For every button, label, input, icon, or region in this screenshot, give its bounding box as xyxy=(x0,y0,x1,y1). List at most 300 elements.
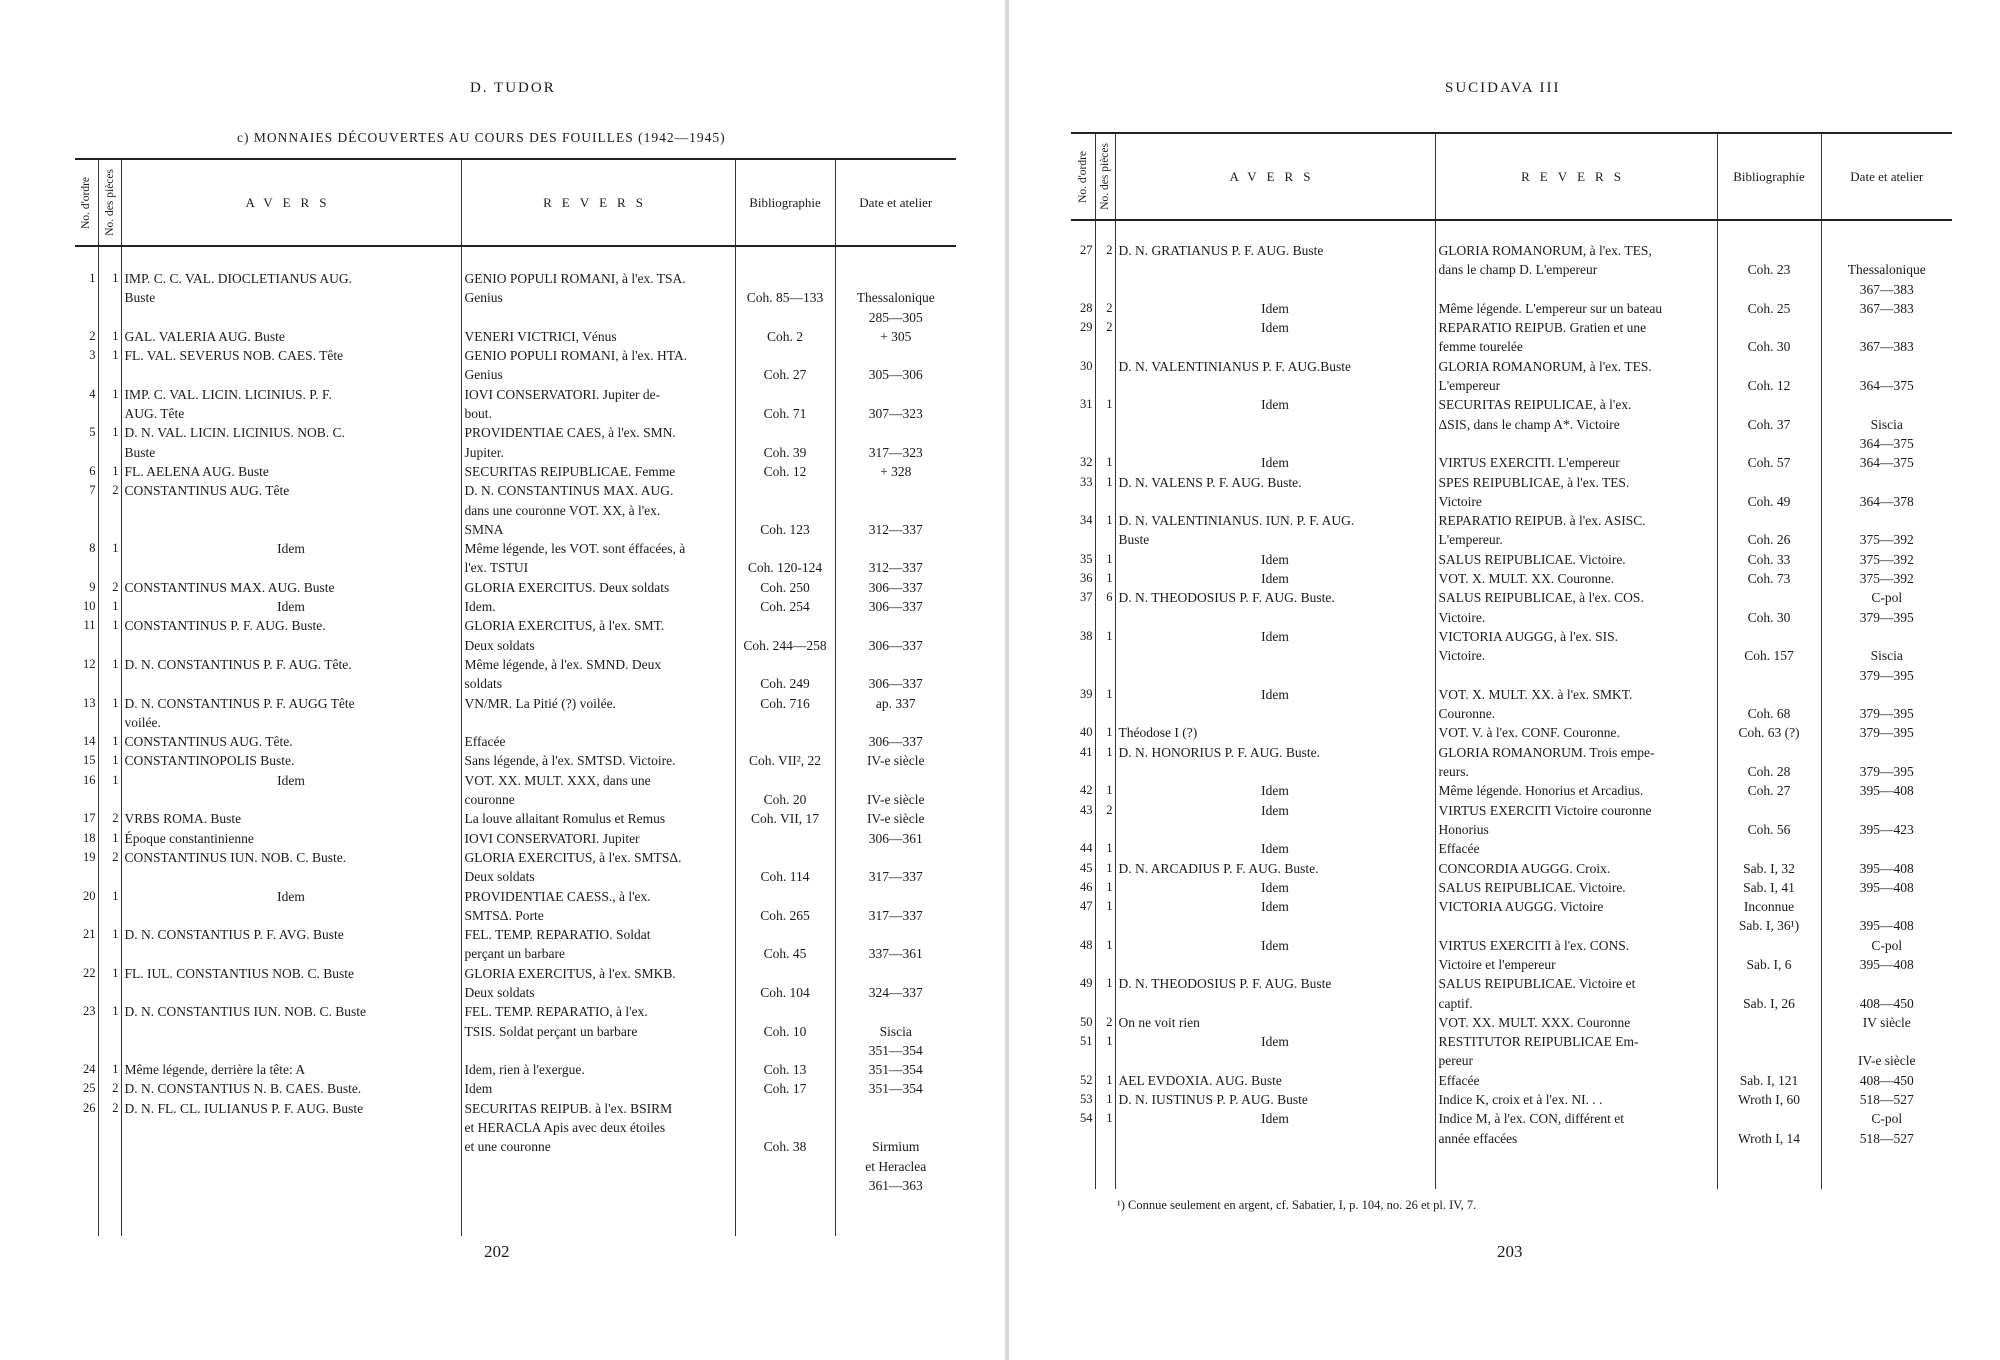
cell-no-pieces: 1 xyxy=(98,751,121,770)
cell-no-pieces xyxy=(98,1176,121,1236)
table-row xyxy=(1071,395,1952,414)
cell-avers xyxy=(1115,376,1435,395)
cell-no-pieces: 2 xyxy=(1095,318,1115,337)
cell-no-pieces: 2 xyxy=(98,1099,121,1118)
cell-no-pieces xyxy=(1095,337,1115,356)
cell-revers: VOT. XX. MULT. XXX, dans une xyxy=(461,771,735,790)
cell-no-ordre: 11 xyxy=(83,618,96,633)
cell-date-atelier xyxy=(1821,357,1952,376)
cell-avers xyxy=(121,1118,461,1137)
table-row xyxy=(75,732,956,751)
cell-revers: VIRTUS EXERCITI Victoire couronne xyxy=(1435,801,1717,820)
cell-revers: Jupiter. xyxy=(461,443,735,462)
table-row xyxy=(75,906,956,925)
cell-no-ordre xyxy=(75,713,98,732)
cell-no-ordre xyxy=(1071,955,1095,974)
cell-no-pieces xyxy=(1095,762,1115,781)
cell-date-atelier: et Heraclea xyxy=(835,1157,956,1176)
cell-date-atelier xyxy=(1821,473,1952,492)
cell-revers: GLORIA EXERCITUS. Deux soldats xyxy=(461,578,735,597)
cell-no-ordre xyxy=(75,404,98,423)
cell-revers: L'empereur xyxy=(1435,376,1717,395)
cell-no-pieces: 1 xyxy=(1095,743,1115,762)
cell-avers xyxy=(121,501,461,520)
cell-date-atelier xyxy=(1821,1032,1952,1051)
table-row xyxy=(1071,801,1952,820)
cell-no-pieces xyxy=(98,1041,121,1060)
cell-avers xyxy=(121,636,461,655)
cell-date-atelier: 317—323 xyxy=(835,443,956,462)
cell-no-ordre: 49 xyxy=(1080,976,1093,991)
cell-no-ordre xyxy=(75,308,98,327)
cell-no-ordre: 27 xyxy=(1080,243,1093,257)
cell-avers xyxy=(1115,646,1435,665)
cell-no-pieces: 1 xyxy=(98,1002,121,1021)
cell-date-atelier xyxy=(835,481,956,500)
cell-avers: CONSTANTINUS AUG. Tête. xyxy=(121,732,461,751)
cell-avers xyxy=(121,1041,461,1060)
cell-avers: D. N. VAL. LICIN. LICINIUS. NOB. C. xyxy=(121,423,461,442)
cell-avers: Buste xyxy=(121,443,461,462)
cell-date-atelier: 364—375 xyxy=(1821,376,1952,395)
cell-no-pieces xyxy=(98,404,121,423)
cell-revers: Indice K, croix et à l'ex. NI. . . xyxy=(1435,1090,1717,1109)
cell-revers: Victoire. xyxy=(1435,608,1717,627)
cell-revers: année effacées xyxy=(1435,1129,1717,1189)
table-row xyxy=(1071,666,1952,685)
table-row xyxy=(1071,1051,1952,1070)
cell-no-pieces: 1 xyxy=(98,887,121,906)
cell-date-atelier xyxy=(835,887,956,906)
cell-no-ordre: 15 xyxy=(83,753,96,768)
cell-date-atelier: 395—408 xyxy=(1821,955,1952,974)
cell-no-ordre: 10 xyxy=(83,599,96,614)
cell-avers: GAL. VALERIA AUG. Buste xyxy=(121,327,461,346)
cell-date-atelier: 375—392 xyxy=(1821,530,1952,549)
table-row xyxy=(75,404,956,423)
table-row xyxy=(75,983,956,1002)
cell-avers xyxy=(121,1176,461,1236)
cell-avers: VRBS ROMA. Buste xyxy=(121,809,461,828)
cell-revers: FEL. TEMP. REPARATIO. Soldat xyxy=(461,925,735,944)
cell-avers: Idem xyxy=(1115,781,1435,800)
cell-avers xyxy=(121,1157,461,1176)
cell-avers xyxy=(121,558,461,577)
cell-no-ordre: 32 xyxy=(1080,455,1093,470)
cell-date-atelier xyxy=(1821,511,1952,530)
cell-revers: Même légende, les VOT. sont éffacées, à xyxy=(461,539,735,558)
cell-bibliographie xyxy=(735,732,835,751)
cell-no-pieces: 1 xyxy=(98,1060,121,1079)
cell-no-ordre: 26 xyxy=(83,1100,96,1115)
cell-no-ordre xyxy=(75,867,98,886)
cell-no-pieces: 1 xyxy=(1095,511,1115,530)
cell-no-ordre: 54 xyxy=(1080,1111,1093,1126)
cell-date-atelier xyxy=(835,713,956,732)
cell-no-pieces xyxy=(1095,434,1115,453)
cell-no-pieces: 1 xyxy=(1095,550,1115,569)
table-row xyxy=(75,1118,956,1137)
table-row xyxy=(1071,762,1952,781)
cell-no-ordre: 35 xyxy=(1080,551,1093,566)
table-row xyxy=(75,867,956,886)
cell-bibliographie: Coh. 716 xyxy=(735,694,835,713)
cell-avers: Idem xyxy=(1115,936,1435,955)
cell-no-pieces xyxy=(1095,704,1115,723)
footnote: ¹) Connue seulement en argent, cf. Sabatier, I, p. 104, no. 26 et pl. IV, 7. xyxy=(1117,1198,1477,1212)
cell-date-atelier xyxy=(835,655,956,674)
cell-no-pieces xyxy=(1095,1129,1115,1189)
cell-revers: Idem xyxy=(461,1079,735,1098)
cell-no-ordre: 45 xyxy=(1080,860,1093,875)
cell-date-atelier: 306—337 xyxy=(835,578,956,597)
cell-avers: D. N. IUSTINUS P. P. AUG. Buste xyxy=(1115,1090,1435,1109)
cell-no-ordre: 31 xyxy=(1080,397,1093,412)
cell-no-ordre xyxy=(75,1176,98,1236)
cell-bibliographie xyxy=(1717,839,1821,858)
cell-revers xyxy=(461,1176,735,1236)
cell-no-pieces: 2 xyxy=(98,481,121,500)
cell-revers: SALUS REIPUBLICAE. Victoire. xyxy=(1435,878,1717,897)
cell-bibliographie xyxy=(735,501,835,520)
cell-bibliographie: Coh. 254 xyxy=(735,597,835,616)
cell-revers: SALUS REIPUBLICAE, à l'ex. COS. xyxy=(1435,588,1717,607)
cell-bibliographie: Sab. I, 26 xyxy=(1717,994,1821,1013)
table-row xyxy=(75,1022,956,1041)
cell-avers: AEL EVDOXIA. AUG. Buste xyxy=(1115,1071,1435,1090)
cell-avers: Idem xyxy=(1115,453,1435,472)
cell-bibliographie: Coh. 73 xyxy=(1717,569,1821,588)
cell-no-pieces: 1 xyxy=(1095,627,1115,646)
cell-no-ordre xyxy=(75,1137,98,1156)
table-row xyxy=(75,655,956,674)
cell-date-atelier: 379—395 xyxy=(1821,762,1952,781)
cell-bibliographie: Coh. 71 xyxy=(735,404,835,423)
cell-bibliographie xyxy=(1717,220,1821,260)
cell-bibliographie xyxy=(735,1099,835,1118)
cell-no-pieces: 1 xyxy=(98,964,121,983)
cell-date-atelier: 285—305 xyxy=(835,308,956,327)
cell-revers: dans le champ D. L'empereur xyxy=(1435,260,1717,279)
cell-avers xyxy=(121,308,461,327)
cell-bibliographie xyxy=(1717,743,1821,762)
cell-bibliographie: Coh. 10 xyxy=(735,1022,835,1041)
cell-avers: Idem xyxy=(121,771,461,790)
cell-revers: REPARATIO REIPUB. à l'ex. ASISC. xyxy=(1435,511,1717,530)
cell-no-ordre xyxy=(75,906,98,925)
cell-bibliographie xyxy=(1717,357,1821,376)
cell-date-atelier xyxy=(1821,897,1952,916)
cell-avers: D. N. FL. CL. IULIANUS P. F. AUG. Buste xyxy=(121,1099,461,1118)
cell-revers: Deux soldats xyxy=(461,983,735,1002)
cell-bibliographie: Coh. 25 xyxy=(1717,299,1821,318)
cell-revers: Même légende, à l'ex. SMND. Deux xyxy=(461,655,735,674)
cell-avers xyxy=(1115,955,1435,974)
cell-avers: CONSTANTINUS P. F. AUG. Buste. xyxy=(121,616,461,635)
cell-no-pieces xyxy=(98,288,121,307)
cell-revers: couronne xyxy=(461,790,735,809)
cell-no-ordre: 29 xyxy=(1080,320,1093,335)
cell-date-atelier xyxy=(1821,685,1952,704)
cell-bibliographie xyxy=(735,1157,835,1176)
cell-no-pieces: 1 xyxy=(98,327,121,346)
table-row xyxy=(1071,608,1952,627)
cell-date-atelier xyxy=(835,1118,956,1137)
cell-avers: Époque constantinienne xyxy=(121,829,461,848)
cell-no-pieces xyxy=(1095,646,1115,665)
cell-revers: pereur xyxy=(1435,1051,1717,1070)
cell-no-ordre xyxy=(1071,337,1095,356)
cell-no-pieces xyxy=(98,1118,121,1137)
table-row xyxy=(1071,897,1952,916)
cell-no-pieces xyxy=(1095,608,1115,627)
cell-revers: VN/MR. La Pitié (?) voilée. xyxy=(461,694,735,713)
cell-revers: ΔSIS, dans le champ A*. Victoire xyxy=(1435,415,1717,434)
cell-no-pieces: 1 xyxy=(1095,723,1115,742)
cell-bibliographie xyxy=(735,1002,835,1021)
cell-date-atelier xyxy=(1821,974,1952,993)
cell-no-pieces xyxy=(1095,955,1115,974)
header-date-atelier: Date et atelier xyxy=(1821,133,1952,220)
cell-bibliographie xyxy=(1717,627,1821,646)
cell-revers: SECURITAS REIPUBLICAE. Femme xyxy=(461,462,735,481)
cell-date-atelier: 367—383 xyxy=(1821,337,1952,356)
cell-avers: Idem xyxy=(1115,395,1435,414)
cell-date-atelier: 379—395 xyxy=(1821,608,1952,627)
cell-avers: D. N. VALENS P. F. AUG. Buste. xyxy=(1115,473,1435,492)
cell-bibliographie: Sab. I, 41 xyxy=(1717,878,1821,897)
cell-revers: GLORIA EXERCITUS, à l'ex. SMTSΔ. xyxy=(461,848,735,867)
cell-avers xyxy=(121,790,461,809)
cell-no-ordre xyxy=(75,288,98,307)
cell-bibliographie: Coh. 157 xyxy=(1717,646,1821,665)
cell-avers: AUG. Tête xyxy=(121,404,461,423)
cell-no-pieces: 1 xyxy=(1095,1071,1115,1090)
table-row xyxy=(1071,299,1952,318)
cell-date-atelier xyxy=(1821,220,1952,260)
book-gutter xyxy=(1005,0,1009,1360)
page-number: 203 xyxy=(1497,1242,1523,1261)
cell-bibliographie: Coh. 38 xyxy=(735,1137,835,1156)
cell-no-pieces: 1 xyxy=(98,925,121,944)
cell-avers: Idem xyxy=(1115,627,1435,646)
cell-revers: GENIO POPULI ROMANI, à l'ex. TSA. xyxy=(461,246,735,288)
cell-no-ordre xyxy=(75,1041,98,1060)
cell-avers: Idem xyxy=(1115,550,1435,569)
cell-date-atelier: 317—337 xyxy=(835,906,956,925)
header-avers: AVERS xyxy=(1115,133,1435,220)
cell-no-ordre: 50 xyxy=(1080,1014,1093,1029)
cell-bibliographie xyxy=(735,246,835,288)
cell-no-ordre: 16 xyxy=(83,772,96,787)
cell-revers: perçant un barbare xyxy=(461,944,735,963)
cell-date-atelier xyxy=(835,501,956,520)
table-row xyxy=(1071,453,1952,472)
cell-no-pieces: 1 xyxy=(98,732,121,751)
cell-avers: D. N. ARCADIUS P. F. AUG. Buste. xyxy=(1115,859,1435,878)
cell-avers xyxy=(1115,1051,1435,1070)
cell-avers xyxy=(1115,994,1435,1013)
cell-no-ordre xyxy=(1071,260,1095,279)
cell-avers xyxy=(1115,492,1435,511)
cell-no-ordre xyxy=(1071,820,1095,839)
cell-date-atelier: 518—527 xyxy=(1821,1129,1952,1189)
table-row xyxy=(1071,280,1952,299)
cell-bibliographie: Coh. 56 xyxy=(1717,820,1821,839)
cell-no-pieces: 1 xyxy=(1095,859,1115,878)
table-row xyxy=(1071,723,1952,742)
coin-table xyxy=(1071,132,1952,1189)
header-date-atelier: Date et atelier xyxy=(835,159,956,246)
table-row xyxy=(75,636,956,655)
cell-date-atelier xyxy=(835,848,956,867)
cell-date-atelier: 324—337 xyxy=(835,983,956,1002)
cell-no-ordre xyxy=(1071,280,1095,299)
table-header-row xyxy=(1071,133,1952,220)
cell-date-atelier: 307—323 xyxy=(835,404,956,423)
cell-date-atelier xyxy=(835,616,956,635)
cell-date-atelier: Siscia xyxy=(835,1022,956,1041)
cell-no-ordre: 48 xyxy=(1080,937,1093,952)
cell-no-pieces xyxy=(98,790,121,809)
cell-no-ordre: 12 xyxy=(83,656,96,671)
table-row xyxy=(1071,434,1952,453)
cell-no-pieces: 2 xyxy=(98,848,121,867)
cell-revers xyxy=(461,1157,735,1176)
cell-bibliographie xyxy=(735,713,835,732)
cell-revers: bout. xyxy=(461,404,735,423)
cell-date-atelier: + 305 xyxy=(835,327,956,346)
cell-avers: D. N. HONORIUS P. F. AUG. Buste. xyxy=(1115,743,1435,762)
cell-bibliographie: Coh. 27 xyxy=(735,365,835,384)
cell-avers: Idem xyxy=(121,887,461,906)
cell-bibliographie xyxy=(735,385,835,404)
cell-no-ordre: 42 xyxy=(1080,783,1093,798)
cell-avers: Théodose I (?) xyxy=(1115,723,1435,742)
cell-no-pieces: 1 xyxy=(1095,897,1115,916)
cell-bibliographie xyxy=(1717,1013,1821,1032)
table-row xyxy=(75,887,956,906)
table-row xyxy=(75,1060,956,1079)
table-row xyxy=(1071,337,1952,356)
cell-revers: SALUS REIPUBLICAE. Victoire et xyxy=(1435,974,1717,993)
table-row xyxy=(1071,220,1952,260)
cell-revers: VOT. V. à l'ex. CONF. Couronne. xyxy=(1435,723,1717,742)
cell-revers: GENIO POPULI ROMANI, à l'ex. HTA. xyxy=(461,346,735,365)
table-row xyxy=(75,616,956,635)
cell-revers xyxy=(461,1041,735,1060)
table-row xyxy=(75,365,956,384)
cell-bibliographie xyxy=(735,964,835,983)
cell-date-atelier: 306—337 xyxy=(835,636,956,655)
cell-bibliographie: Wroth I, 60 xyxy=(1717,1090,1821,1109)
header-avers: AVERS xyxy=(121,159,461,246)
cell-no-pieces xyxy=(98,983,121,1002)
cell-avers xyxy=(1115,1129,1435,1189)
cell-date-atelier: 317—337 xyxy=(835,867,956,886)
table-row xyxy=(75,501,956,520)
cell-date-atelier: IV-e siècle xyxy=(835,809,956,828)
cell-date-atelier: 364—375 xyxy=(1821,453,1952,472)
cell-avers: FL. IUL. CONSTANTIUS NOB. C. Buste xyxy=(121,964,461,983)
cell-bibliographie: Coh. 49 xyxy=(1717,492,1821,511)
cell-avers xyxy=(121,944,461,963)
cell-date-atelier: Sirmium xyxy=(835,1137,956,1156)
cell-date-atelier: 395—408 xyxy=(1821,859,1952,878)
cell-bibliographie: Coh. 20 xyxy=(735,790,835,809)
table-row xyxy=(1071,1071,1952,1090)
cell-avers: Idem xyxy=(1115,1109,1435,1128)
cell-no-ordre xyxy=(75,558,98,577)
cell-bibliographie: Coh. 123 xyxy=(735,520,835,539)
cell-date-atelier xyxy=(835,423,956,442)
cell-revers: Honorius xyxy=(1435,820,1717,839)
table-row xyxy=(75,809,956,828)
table-row xyxy=(1071,511,1952,530)
cell-bibliographie xyxy=(1717,936,1821,955)
header-no-ordre: No. d'ordre xyxy=(1071,133,1095,220)
cell-bibliographie: Coh. 13 xyxy=(735,1060,835,1079)
header-bibliographie: Bibliographie xyxy=(735,159,835,246)
cell-bibliographie: Coh. 12 xyxy=(1717,376,1821,395)
cell-date-atelier xyxy=(835,964,956,983)
cell-bibliographie: Coh. 249 xyxy=(735,674,835,693)
table-row xyxy=(1071,646,1952,665)
cell-no-pieces: 1 xyxy=(98,423,121,442)
cell-date-atelier xyxy=(1821,395,1952,414)
cell-no-pieces: 1 xyxy=(98,346,121,365)
table-row xyxy=(75,288,956,307)
table-body xyxy=(75,246,956,1236)
table-row xyxy=(1071,916,1952,935)
cell-bibliographie xyxy=(735,1041,835,1060)
cell-revers: VIRTUS EXERCITI à l'ex. CONS. xyxy=(1435,936,1717,955)
table-row xyxy=(1071,936,1952,955)
cell-date-atelier: 518—527 xyxy=(1821,1090,1952,1109)
cell-no-pieces: 6 xyxy=(1095,588,1115,607)
table-row xyxy=(75,674,956,693)
cell-avers: Idem xyxy=(1115,897,1435,916)
table-row xyxy=(1071,376,1952,395)
cell-no-ordre: 3 xyxy=(89,348,96,363)
cell-no-pieces: 1 xyxy=(98,246,121,288)
cell-no-pieces: 1 xyxy=(1095,473,1115,492)
cell-revers: La louve allaitant Romulus et Remus xyxy=(461,809,735,828)
table-row xyxy=(1071,415,1952,434)
table-row xyxy=(1071,588,1952,607)
table-row xyxy=(75,246,956,288)
cell-no-pieces xyxy=(1095,376,1115,395)
table-row xyxy=(75,385,956,404)
table-row xyxy=(75,443,956,462)
cell-date-atelier: 306—361 xyxy=(835,829,956,848)
cell-revers: SECURITAS REIPULICAE, à l'ex. xyxy=(1435,395,1717,414)
cell-revers: FEL. TEMP. REPARATIO, à l'ex. xyxy=(461,1002,735,1021)
cell-date-atelier: 379—395 xyxy=(1821,666,1952,685)
cell-avers xyxy=(121,1137,461,1156)
cell-date-atelier xyxy=(835,925,956,944)
cell-date-atelier xyxy=(1821,743,1952,762)
cell-no-ordre: 19 xyxy=(83,849,96,864)
cell-date-atelier xyxy=(835,771,956,790)
cell-no-ordre xyxy=(1071,762,1095,781)
cell-avers xyxy=(1115,260,1435,279)
cell-date-atelier: 395—423 xyxy=(1821,820,1952,839)
cell-no-ordre xyxy=(1071,376,1095,395)
table-row xyxy=(1071,878,1952,897)
cell-avers: Idem xyxy=(121,597,461,616)
cell-revers: Deux soldats xyxy=(461,636,735,655)
